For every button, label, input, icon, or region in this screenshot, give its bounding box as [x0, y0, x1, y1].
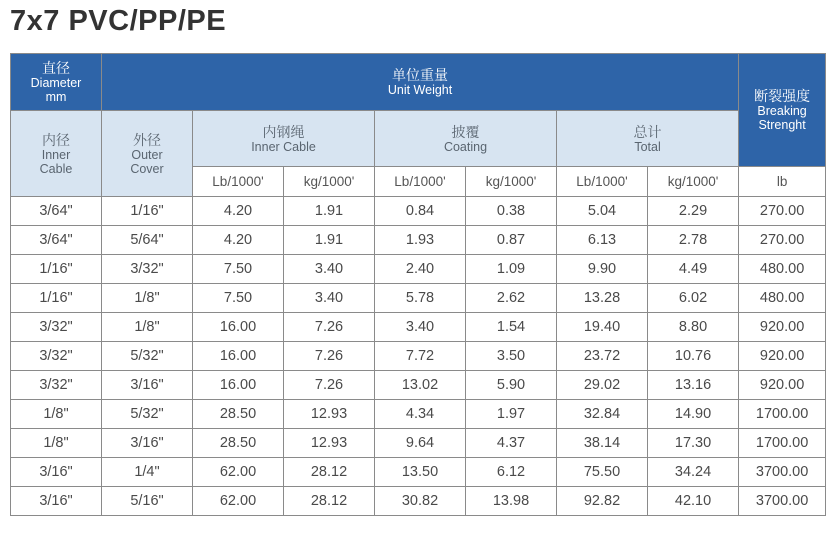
outer-en: Outer	[131, 147, 163, 162]
total-kg-cell: 4.49	[648, 255, 739, 284]
total-kg-cell: 10.76	[648, 342, 739, 371]
diameter-header	[11, 54, 102, 111]
inner-cable-kg-cell: 12.93	[284, 400, 375, 429]
coating-lb-cell: 7.72	[375, 342, 466, 371]
inner-cable-zh: 内钢绳	[262, 123, 305, 140]
coating-en: Coating	[443, 139, 488, 154]
outer-diameter-cell: 5/32"	[102, 342, 193, 371]
breaking-lb-cell: 270.00	[739, 226, 826, 255]
table-row	[11, 458, 826, 487]
inner-cable-lb-cell: 62.00	[193, 458, 284, 487]
table-row	[11, 487, 826, 516]
inner-cable-kg-cell: 1.91	[284, 197, 375, 226]
inner-diameter-cell: 1/16"	[11, 255, 102, 284]
total-lb-cell: 6.13	[557, 226, 648, 255]
table-row	[11, 284, 826, 313]
inner-cable-kg-cell: 7.26	[284, 371, 375, 400]
table-row	[11, 255, 826, 284]
table-row	[11, 313, 826, 342]
total-kg-cell: 6.02	[648, 284, 739, 313]
total-lb-cell: 5.04	[557, 197, 648, 226]
inner-diameter-cell: 3/16"	[11, 458, 102, 487]
total-kg-cell: 8.80	[648, 313, 739, 342]
outer-header	[102, 111, 193, 197]
breaking-lb-cell: 1700.00	[739, 429, 826, 458]
total-zh: 总计	[633, 123, 662, 140]
total-lb-cell: 29.02	[557, 371, 648, 400]
page-title: 7x7 PVC/PP/PE	[10, 5, 227, 37]
total-kg-cell: 17.30	[648, 429, 739, 458]
breaking-lb-cell: 3700.00	[739, 487, 826, 516]
inner-cable-kg-cell: 7.26	[284, 342, 375, 371]
table-row	[11, 429, 826, 458]
outer-diameter-cell: 5/16"	[102, 487, 193, 516]
coating-kg-cell: 1.09	[466, 255, 557, 284]
outer-zh: 外径	[133, 131, 161, 148]
unit-weight-header	[102, 54, 739, 111]
inner-cable-kg-cell: 28.12	[284, 458, 375, 487]
inner-diameter-cell: 3/16"	[11, 487, 102, 516]
table-row	[11, 371, 826, 400]
inner-diameter-cell: 3/32"	[11, 313, 102, 342]
inner-diameter-cell: 1/16"	[11, 284, 102, 313]
coating-lb-cell: 1.93	[375, 226, 466, 255]
coating-lb-cell: 4.34	[375, 400, 466, 429]
inner-en: Inner	[41, 147, 71, 162]
inner-cable-lb-cell: 28.50	[193, 429, 284, 458]
table-row	[11, 400, 826, 429]
total-kg-cell: 14.90	[648, 400, 739, 429]
unit-weight-en: Unit Weight	[387, 83, 453, 97]
coating-zh: 披覆	[451, 123, 480, 140]
inner-cable-kg-cell: 28.12	[284, 487, 375, 516]
inner-cable-lb-cell: 62.00	[193, 487, 284, 516]
breaking-lb-cell: 480.00	[739, 284, 826, 313]
outer-diameter-cell: 3/16"	[102, 429, 193, 458]
unit-cell: lb	[739, 167, 826, 197]
inner-diameter-cell: 3/32"	[11, 371, 102, 400]
inner-header	[11, 111, 102, 197]
coating-lb-cell: 2.40	[375, 255, 466, 284]
coating-kg-cell: 1.97	[466, 400, 557, 429]
total-header	[557, 111, 739, 167]
inner-zh: 内径	[42, 131, 70, 148]
coating-kg-cell: 0.87	[466, 226, 557, 255]
coating-kg-cell: 0.38	[466, 197, 557, 226]
spec-table	[10, 53, 826, 516]
inner-cable-en: Inner Cable	[251, 139, 316, 154]
outer-diameter-cell: 1/4"	[102, 458, 193, 487]
total-kg-cell: 34.24	[648, 458, 739, 487]
breaking-lb-cell: 480.00	[739, 255, 826, 284]
inner-cable-lb-cell: 4.20	[193, 226, 284, 255]
coating-lb-cell: 30.82	[375, 487, 466, 516]
coating-kg-cell: 1.54	[466, 313, 557, 342]
total-lb-cell: 13.28	[557, 284, 648, 313]
outer-diameter-cell: 1/8"	[102, 313, 193, 342]
unit-weight-zh: 单位重量	[392, 67, 449, 83]
unit-cell: kg/1000'	[648, 167, 739, 197]
coating-kg-cell: 3.50	[466, 342, 557, 371]
inner-cable-lb-cell: 7.50	[193, 255, 284, 284]
inner-cable-lb-cell: 16.00	[193, 371, 284, 400]
unit-cell: Lb/1000'	[375, 167, 466, 197]
total-lb-cell: 75.50	[557, 458, 648, 487]
coating-kg-cell: 13.98	[466, 487, 557, 516]
diameter-zh: 直径	[42, 60, 70, 76]
total-kg-cell: 2.78	[648, 226, 739, 255]
coating-lb-cell: 5.78	[375, 284, 466, 313]
inner-cable-lb-cell: 16.00	[193, 342, 284, 371]
total-lb-cell: 32.84	[557, 400, 648, 429]
outer-diameter-cell: 3/32"	[102, 255, 193, 284]
breaking-lb-cell: 920.00	[739, 342, 826, 371]
inner-diameter-cell: 1/8"	[11, 429, 102, 458]
total-en: Total	[634, 139, 661, 154]
coating-kg-cell: 2.62	[466, 284, 557, 313]
inner-cable-kg-cell: 12.93	[284, 429, 375, 458]
inner-cable-lb-cell: 4.20	[193, 197, 284, 226]
total-lb-cell: 23.72	[557, 342, 648, 371]
outer-diameter-cell: 3/16"	[102, 371, 193, 400]
inner-diameter-cell: 3/64"	[11, 226, 102, 255]
outer-diameter-cell: 1/16"	[102, 197, 193, 226]
diameter-en: Diameter	[30, 76, 82, 90]
inner-cable-kg-cell: 3.40	[284, 255, 375, 284]
breaking-lb-cell: 3700.00	[739, 458, 826, 487]
inner-diameter-cell: 3/64"	[11, 197, 102, 226]
outer-diameter-cell: 5/32"	[102, 400, 193, 429]
breaking-en: Breaking	[757, 104, 807, 118]
breaking-lb-cell: 1700.00	[739, 400, 826, 429]
unit-cell: Lb/1000'	[557, 167, 648, 197]
unit-cell: Lb/1000'	[193, 167, 284, 197]
inner-diameter-cell: 3/32"	[11, 342, 102, 371]
table-row	[11, 197, 826, 226]
total-kg-cell: 13.16	[648, 371, 739, 400]
breaking-lb-cell: 270.00	[739, 197, 826, 226]
total-kg-cell: 2.29	[648, 197, 739, 226]
coating-lb-cell: 13.02	[375, 371, 466, 400]
inner-cable-kg-cell: 7.26	[284, 313, 375, 342]
inner-en2: Cable	[39, 161, 73, 176]
coating-lb-cell: 0.84	[375, 197, 466, 226]
inner-cable-header	[193, 111, 375, 167]
table-row	[11, 226, 826, 255]
total-kg-cell: 42.10	[648, 487, 739, 516]
outer-diameter-cell: 5/64"	[102, 226, 193, 255]
inner-diameter-cell: 1/8"	[11, 400, 102, 429]
diameter-unit: mm	[45, 90, 67, 104]
breaking-zh: 断裂强度	[754, 88, 811, 104]
coating-kg-cell: 4.37	[466, 429, 557, 458]
inner-cable-lb-cell: 28.50	[193, 400, 284, 429]
outer-diameter-cell: 1/8"	[102, 284, 193, 313]
inner-cable-lb-cell: 7.50	[193, 284, 284, 313]
coating-lb-cell: 13.50	[375, 458, 466, 487]
coating-kg-cell: 6.12	[466, 458, 557, 487]
coating-kg-cell: 5.90	[466, 371, 557, 400]
inner-cable-lb-cell: 16.00	[193, 313, 284, 342]
breaking-header	[739, 54, 826, 167]
coating-lb-cell: 9.64	[375, 429, 466, 458]
table-body	[11, 197, 826, 516]
inner-cable-kg-cell: 1.91	[284, 226, 375, 255]
table-row	[11, 342, 826, 371]
coating-header	[375, 111, 557, 167]
unit-cell: kg/1000'	[466, 167, 557, 197]
total-lb-cell: 9.90	[557, 255, 648, 284]
inner-cable-kg-cell: 3.40	[284, 284, 375, 313]
breaking-lb-cell: 920.00	[739, 371, 826, 400]
total-lb-cell: 19.40	[557, 313, 648, 342]
coating-lb-cell: 3.40	[375, 313, 466, 342]
total-lb-cell: 92.82	[557, 487, 648, 516]
outer-en2: Cover	[130, 161, 164, 176]
breaking-en2: Strenght	[758, 118, 806, 132]
breaking-lb-cell: 920.00	[739, 313, 826, 342]
unit-cell: kg/1000'	[284, 167, 375, 197]
total-lb-cell: 38.14	[557, 429, 648, 458]
